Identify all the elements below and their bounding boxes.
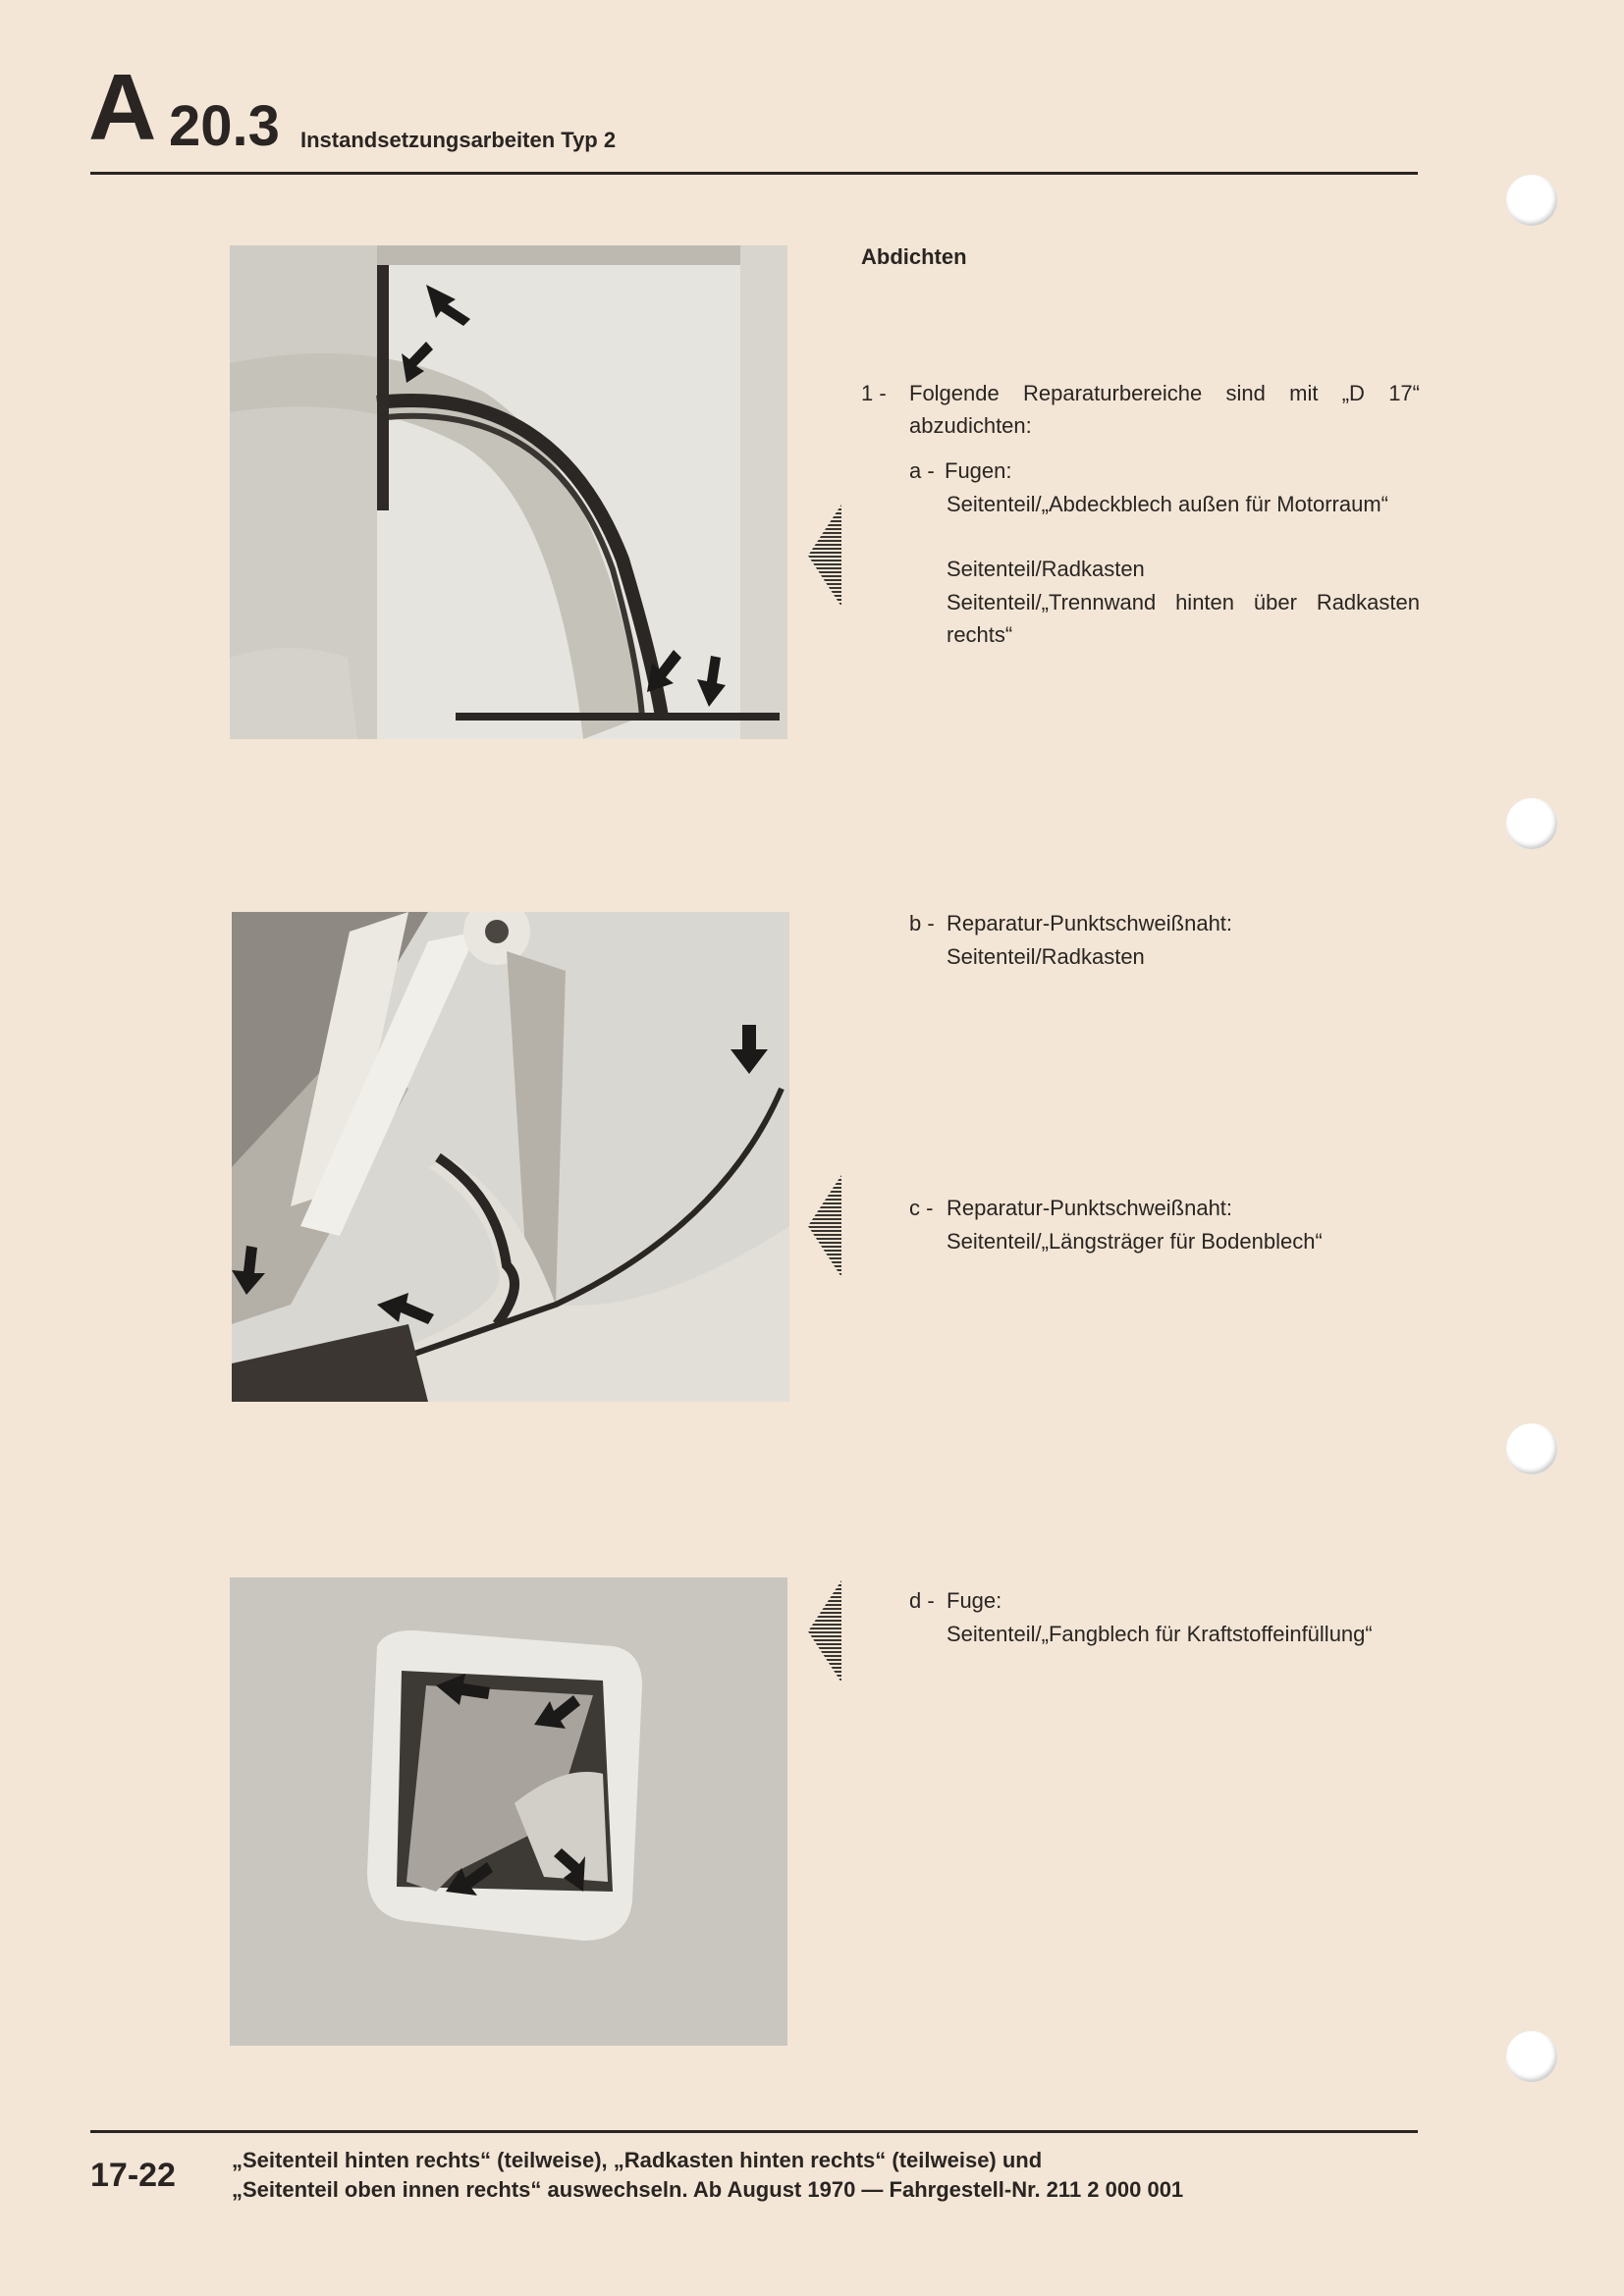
- photo-spot-weld-seams: [232, 912, 789, 1402]
- header-rule: [90, 172, 1418, 175]
- item-b-label: b -: [909, 911, 935, 935]
- footer-line-2: „Seitenteil oben innen rechts“ auswechseln. Ab August 1970 — Fahrgestell-Nr. 211 2 000 001: [232, 2177, 1184, 2202]
- item-1-text: Folgende Reparaturbereiche sind mit „D 17“ abzudichten:: [909, 381, 1420, 438]
- item-a-label: a -: [909, 458, 935, 483]
- item-a-line: Seitenteil/Radkasten: [947, 557, 1145, 581]
- item-b-line: Seitenteil/Radkasten: [947, 944, 1145, 969]
- item-a-line: Seitenteil/„Trennwand hinten über Radkasten rechts“: [947, 590, 1420, 647]
- item-d-label: d -: [909, 1588, 935, 1613]
- punch-hole: [1506, 1423, 1557, 1474]
- punch-hole: [1506, 798, 1557, 849]
- item-d-line: Seitenteil/„Fangblech für Kraftstoffeinfüllung“: [947, 1622, 1373, 1646]
- item-c-line: Seitenteil/„Längsträger für Bodenblech“: [947, 1229, 1323, 1254]
- photo-wheelhouse-seams: [230, 245, 787, 739]
- photo-fuel-filler-seam: [230, 1577, 787, 2046]
- footer-line-1: „Seitenteil hinten rechts“ (teilweise), „Radkasten hinten rechts“ (teilweise) und: [232, 2148, 1043, 2172]
- page-subtitle: Instandsetzungsarbeiten Typ 2: [300, 128, 617, 152]
- item-a-line: Seitenteil/„Abdeckblech außen für Motorraum“: [947, 492, 1388, 516]
- item-d-title: Fuge:: [947, 1588, 1002, 1613]
- item-b-title: Reparatur-Punktschweißnaht:: [947, 911, 1233, 935]
- section-letter: A: [88, 55, 155, 160]
- reference-arrow-marker: [808, 1580, 841, 1682]
- item-c-title: Reparatur-Punktschweißnaht:: [947, 1196, 1233, 1220]
- footer-rule: [90, 2130, 1418, 2133]
- item-a-title: Fugen:: [945, 458, 1012, 483]
- section-number: 20.3: [169, 94, 280, 158]
- item-c-label: c -: [909, 1196, 934, 1220]
- item-1-number: 1 -: [861, 381, 887, 405]
- punch-hole: [1506, 175, 1557, 226]
- punch-hole: [1506, 2031, 1557, 2082]
- page-number: 17-22: [90, 2157, 176, 2194]
- section-heading: Abdichten: [861, 244, 967, 269]
- reference-arrow-marker: [808, 1175, 841, 1277]
- reference-arrow-marker: [808, 505, 841, 607]
